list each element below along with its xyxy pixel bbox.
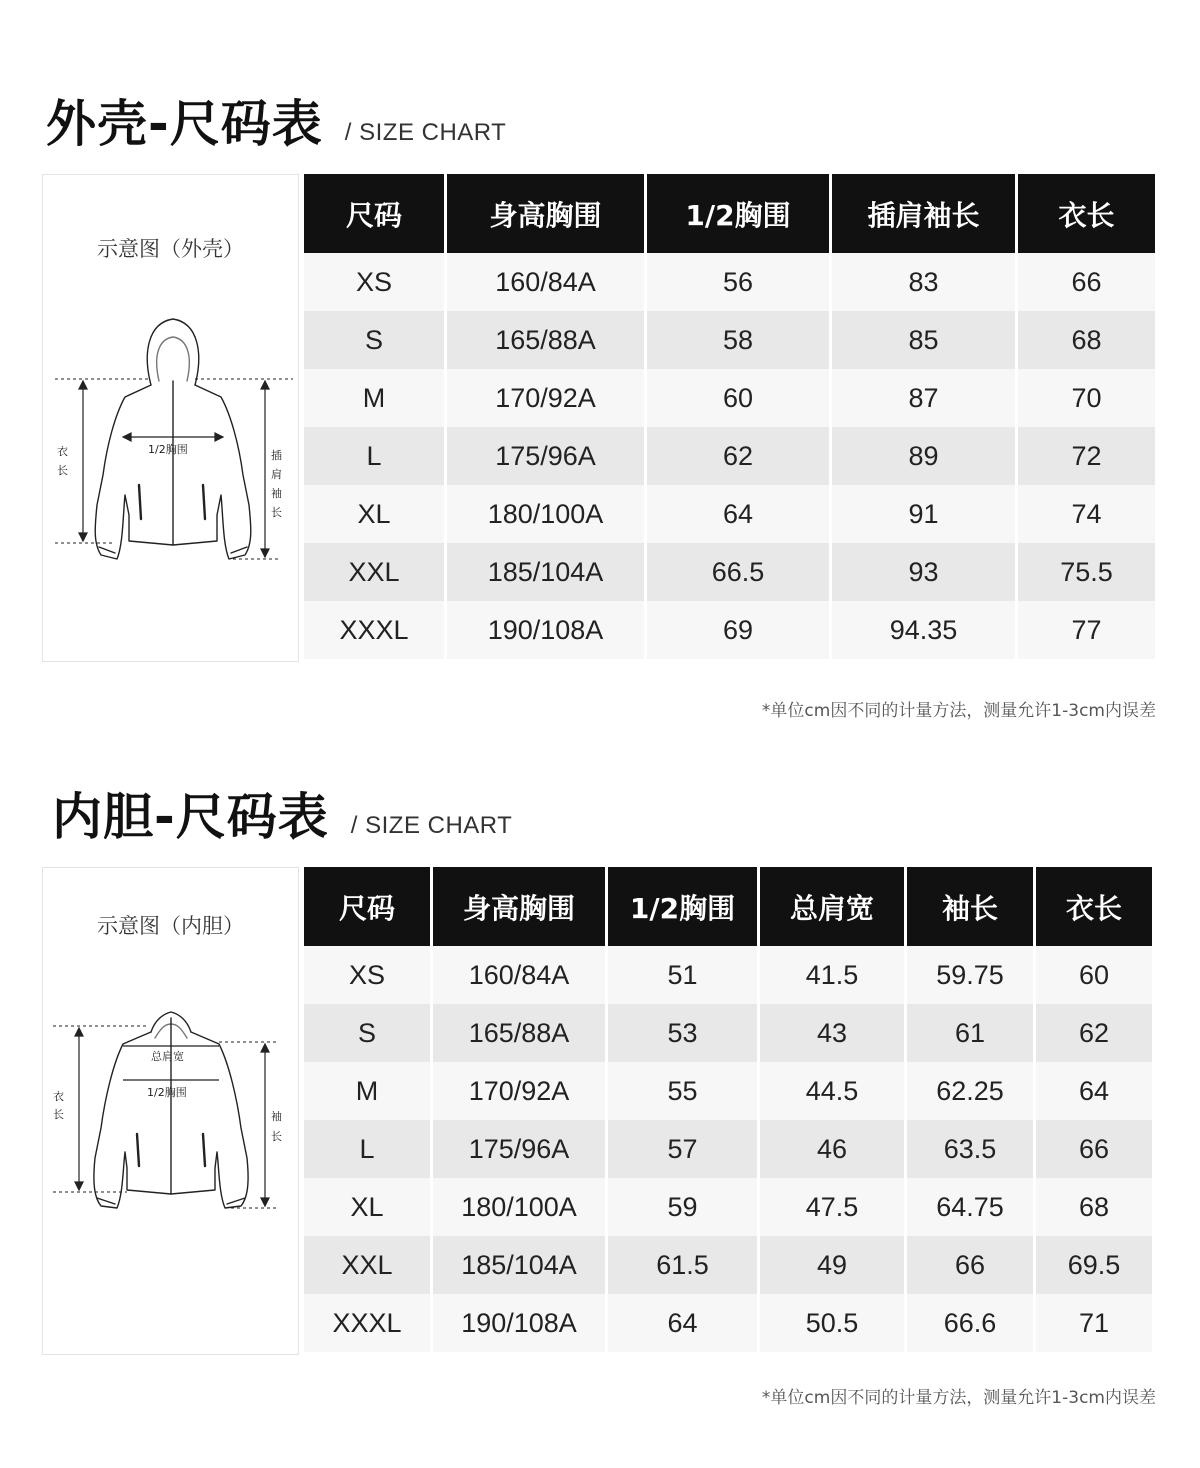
- table-cell: 50.5: [760, 1294, 904, 1352]
- table-cell: 55: [608, 1062, 757, 1120]
- inner-sleeve-label-2: 长: [271, 1130, 282, 1143]
- inner-header-row: [304, 867, 1152, 946]
- inner-length-label-2: 长: [53, 1108, 64, 1121]
- table-cell: 59: [608, 1178, 757, 1236]
- table-cell: XXXL: [304, 1294, 430, 1352]
- table-cell: 61.5: [608, 1236, 757, 1294]
- inner-title-en: / SIZE CHART: [350, 812, 513, 839]
- table-row: [304, 311, 1155, 369]
- table-cell: 66: [907, 1236, 1033, 1294]
- table-cell: 43: [760, 1004, 904, 1062]
- table-cell: 170/92A: [433, 1062, 605, 1120]
- table-cell: 70: [1018, 369, 1155, 427]
- table-cell: 62.25: [907, 1062, 1033, 1120]
- table-cell: L: [304, 427, 444, 485]
- inner-header-half-chest: 1/2胸围: [608, 867, 757, 946]
- outer-header-row: [304, 174, 1155, 253]
- table-cell: 51: [608, 946, 757, 1004]
- inner-diagram: [42, 867, 299, 1355]
- outer-length-label-1: 衣: [57, 445, 68, 458]
- table-cell: 41.5: [760, 946, 904, 1004]
- outer-sleeve-label-1: 插: [271, 449, 282, 462]
- table-cell: 175/96A: [447, 427, 644, 485]
- table-cell: 53: [608, 1004, 757, 1062]
- inner-diagram-caption: 示意图（内胆）: [97, 914, 244, 938]
- outer-title-en: / SIZE CHART: [344, 119, 507, 146]
- table-row: [304, 1178, 1152, 1236]
- table-cell: 56: [647, 253, 829, 311]
- table-cell: XS: [304, 946, 430, 1004]
- outer-measurement-note: *单位cm因不同的计量方法，测量允许1-3cm内误差: [761, 701, 1156, 721]
- table-cell: 66.5: [647, 543, 829, 601]
- inner-header-sleeve: 袖长: [907, 867, 1033, 946]
- table-cell: 57: [608, 1120, 757, 1178]
- outer-sleeve-label-3: 袖: [271, 487, 282, 500]
- table-row: [304, 1062, 1152, 1120]
- table-row: [304, 485, 1155, 543]
- outer-header-length: 衣长: [1018, 174, 1155, 253]
- table-row: [304, 369, 1155, 427]
- inner-length-label-1: 衣: [53, 1090, 64, 1103]
- table-cell: 66: [1036, 1120, 1152, 1178]
- table-cell: 85: [832, 311, 1015, 369]
- outer-length-label-2: 长: [57, 464, 68, 477]
- table-cell: L: [304, 1120, 430, 1178]
- table-row: [304, 253, 1155, 311]
- table-cell: XXL: [304, 1236, 430, 1294]
- outer-header-height-chest: 身高胸围: [447, 174, 644, 253]
- outer-size-table: [301, 174, 1158, 659]
- table-cell: S: [304, 311, 444, 369]
- table-cell: M: [304, 1062, 430, 1120]
- table-cell: 72: [1018, 427, 1155, 485]
- table-cell: 165/88A: [433, 1004, 605, 1062]
- table-cell: 60: [1036, 946, 1152, 1004]
- table-cell: 185/104A: [447, 543, 644, 601]
- table-cell: XL: [304, 1178, 430, 1236]
- outer-diagram-caption: 示意图（外壳）: [97, 237, 244, 261]
- inner-header-shoulder: 总肩宽: [760, 867, 904, 946]
- outer-header-half-chest: 1/2胸围: [647, 174, 829, 253]
- table-cell: 69: [647, 601, 829, 659]
- table-cell: 68: [1018, 311, 1155, 369]
- table-cell: 59.75: [907, 946, 1033, 1004]
- inner-header-length: 衣长: [1036, 867, 1152, 946]
- table-row: [304, 543, 1155, 601]
- table-row: [304, 1236, 1152, 1294]
- table-cell: 89: [832, 427, 1015, 485]
- table-cell: 180/100A: [447, 485, 644, 543]
- inner-title: [52, 783, 512, 847]
- outer-sleeve-label-2: 肩: [271, 468, 282, 481]
- table-cell: 180/100A: [433, 1178, 605, 1236]
- table-cell: 49: [760, 1236, 904, 1294]
- table-cell: 64: [647, 485, 829, 543]
- outer-sleeve-label-4: 长: [271, 506, 282, 519]
- inner-header-height-chest: 身高胸围: [433, 867, 605, 946]
- inner-title-cn: 内胆-尺码表: [52, 788, 329, 846]
- table-cell: XXXL: [304, 601, 444, 659]
- inner-shoulder-label: 总肩宽: [151, 1050, 184, 1063]
- table-cell: 44.5: [760, 1062, 904, 1120]
- table-row: [304, 946, 1152, 1004]
- table-row: [304, 1004, 1152, 1062]
- table-row: [304, 601, 1155, 659]
- table-cell: 69.5: [1036, 1236, 1152, 1294]
- outer-title-cn: 外壳-尺码表: [46, 95, 323, 153]
- table-cell: 47.5: [760, 1178, 904, 1236]
- table-cell: 62: [647, 427, 829, 485]
- table-cell: 60: [647, 369, 829, 427]
- hooded-jacket-illustration: [43, 175, 300, 663]
- table-cell: 190/108A: [433, 1294, 605, 1352]
- table-cell: 61: [907, 1004, 1033, 1062]
- table-cell: 190/108A: [447, 601, 644, 659]
- table-cell: 68: [1036, 1178, 1152, 1236]
- table-cell: 87: [832, 369, 1015, 427]
- table-cell: XL: [304, 485, 444, 543]
- table-cell: 91: [832, 485, 1015, 543]
- table-cell: 160/84A: [433, 946, 605, 1004]
- table-cell: 74: [1018, 485, 1155, 543]
- table-cell: 71: [1036, 1294, 1152, 1352]
- table-cell: 63.5: [907, 1120, 1033, 1178]
- table-cell: 64: [608, 1294, 757, 1352]
- outer-chest-label: 1/2胸围: [148, 443, 188, 456]
- table-cell: 66: [1018, 253, 1155, 311]
- table-cell: 64.75: [907, 1178, 1033, 1236]
- table-cell: 93: [832, 543, 1015, 601]
- table-cell: 66.6: [907, 1294, 1033, 1352]
- collared-jacket-illustration: [43, 868, 300, 1356]
- table-row: [304, 1294, 1152, 1352]
- outer-diagram: [42, 174, 299, 662]
- outer-header-size: 尺码: [304, 174, 444, 253]
- table-cell: 75.5: [1018, 543, 1155, 601]
- inner-header-size: 尺码: [304, 867, 430, 946]
- table-row: [304, 1120, 1152, 1178]
- table-cell: 83: [832, 253, 1015, 311]
- table-cell: 94.35: [832, 601, 1015, 659]
- inner-chest-label: 1/2胸围: [147, 1086, 187, 1099]
- table-cell: 170/92A: [447, 369, 644, 427]
- outer-title: [46, 90, 506, 154]
- table-cell: 160/84A: [447, 253, 644, 311]
- table-cell: 46: [760, 1120, 904, 1178]
- inner-measurement-note: *单位cm因不同的计量方法，测量允许1-3cm内误差: [761, 1388, 1156, 1408]
- table-cell: 175/96A: [433, 1120, 605, 1178]
- outer-header-raglan-sleeve: 插肩袖长: [832, 174, 1015, 253]
- table-cell: 64: [1036, 1062, 1152, 1120]
- table-cell: 58: [647, 311, 829, 369]
- table-cell: XXL: [304, 543, 444, 601]
- table-cell: M: [304, 369, 444, 427]
- inner-size-table: [301, 867, 1155, 1352]
- table-cell: 165/88A: [447, 311, 644, 369]
- table-row: [304, 427, 1155, 485]
- table-cell: 62: [1036, 1004, 1152, 1062]
- table-cell: S: [304, 1004, 430, 1062]
- table-cell: 185/104A: [433, 1236, 605, 1294]
- inner-sleeve-label-1: 袖: [271, 1110, 282, 1123]
- table-cell: XS: [304, 253, 444, 311]
- table-cell: 77: [1018, 601, 1155, 659]
